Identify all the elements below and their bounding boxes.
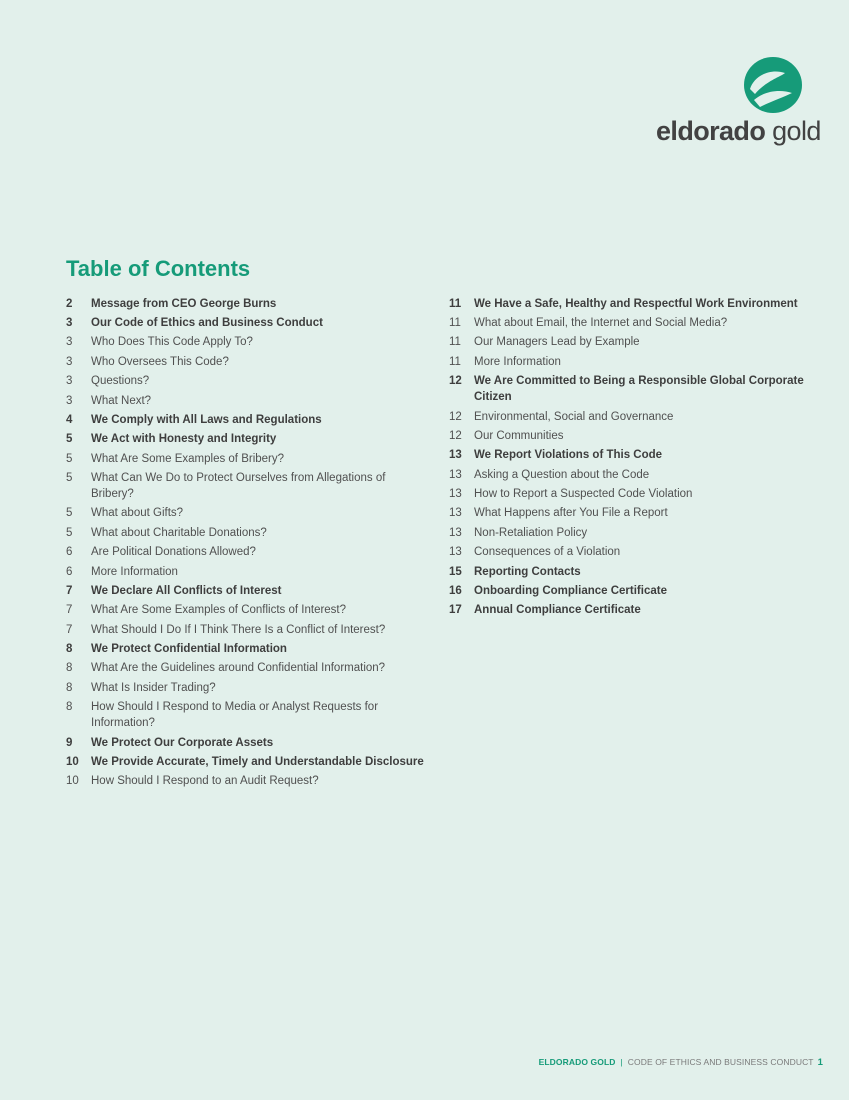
toc-page-number: 7	[66, 623, 73, 636]
toc-entry-title: More Information	[474, 355, 561, 368]
toc-page-number: 5	[66, 472, 73, 485]
toc-entry-title: What Next?	[91, 394, 152, 407]
toc-subsection-entry[interactable]	[66, 352, 426, 371]
footer-brand: ELDORADO GOLD	[538, 1057, 616, 1067]
toc-page-number: 9	[66, 736, 73, 749]
toc-subsection-entry[interactable]	[66, 698, 426, 733]
toc-subsection-entry[interactable]	[66, 659, 426, 678]
toc-section-entry[interactable]	[449, 294, 809, 313]
toc-page-number: 17	[449, 604, 462, 617]
toc-section-entry[interactable]	[66, 639, 426, 658]
toc-subsection-entry[interactable]	[449, 484, 809, 503]
toc-page-number: 7	[66, 604, 73, 617]
toc-page-number: 8	[66, 662, 73, 675]
toc-page-number: 15	[449, 565, 462, 578]
page-footer	[539, 1057, 823, 1068]
company-logo	[652, 56, 822, 151]
toc-page-number: 7	[66, 584, 73, 597]
toc-entry-title: What Happens after You File a Report	[474, 507, 668, 520]
toc-entry-title: We Act with Honesty and Integrity	[91, 433, 277, 446]
toc-entry-title: We Declare All Conflicts of Interest	[91, 584, 282, 597]
footer-separator: |	[620, 1057, 623, 1067]
toc-section-entry[interactable]	[66, 581, 426, 600]
toc-page-number: 10	[66, 755, 79, 768]
toc-page-number: 12	[449, 375, 462, 388]
toc-subsection-entry[interactable]	[66, 772, 426, 791]
toc-page-number: 13	[449, 526, 462, 539]
toc-subsection-entry[interactable]	[66, 601, 426, 620]
toc-subsection-entry[interactable]	[66, 562, 426, 581]
toc-section-entry[interactable]	[449, 601, 809, 620]
toc-section-entry[interactable]	[449, 372, 809, 407]
toc-page-number: 11	[449, 355, 461, 368]
toc-section-entry[interactable]	[66, 752, 426, 771]
toc-section-entry[interactable]	[66, 410, 426, 429]
logo-brand-bold: eldorado	[656, 116, 766, 146]
toc-section-entry[interactable]	[66, 430, 426, 449]
toc-entry-title: What Are Some Examples of Conflicts of Interest?	[91, 604, 347, 617]
toc-page-number: 11	[449, 317, 461, 330]
toc-entry-title: Onboarding Compliance Certificate	[474, 584, 667, 597]
toc-subsection-entry[interactable]	[66, 678, 426, 697]
toc-section-entry[interactable]	[449, 562, 809, 581]
toc-page-number: 10	[66, 775, 79, 788]
toc-page-number: 5	[66, 452, 73, 465]
toc-subsection-entry[interactable]	[449, 352, 809, 371]
toc-subsection-entry[interactable]	[66, 523, 426, 542]
toc-entry-title: Environmental, Social and Governance	[474, 410, 674, 423]
toc-title: Table of Contents	[66, 256, 251, 281]
toc-entry-title: Our Communities	[474, 429, 564, 442]
toc-page-number: 3	[66, 317, 73, 330]
toc-entry-title: We Have a Safe, Healthy and Respectful Work Environment	[474, 297, 798, 310]
toc-page-number: 8	[66, 643, 73, 656]
toc-page-number: 4	[66, 413, 73, 426]
toc-page-number: 12	[449, 410, 462, 423]
logo-brand-light: gold	[765, 116, 821, 146]
toc-subsection-entry[interactable]	[66, 391, 426, 410]
toc-entry-title: What about Email, the Internet and Social Media?	[474, 317, 728, 330]
toc-entry-title: Annual Compliance Certificate	[474, 604, 641, 617]
toc-entry-title: We Provide Accurate, Timely and Understandable Disclosure	[91, 755, 424, 768]
toc-subsection-entry[interactable]	[449, 333, 809, 352]
toc-subsection-entry[interactable]	[449, 426, 809, 445]
toc-page-number: 16	[449, 584, 462, 597]
toc-entry-title: What Should I Do If I Think There Is a Conflict of Interest?	[91, 623, 386, 636]
toc-entry-title: How Should I Respond to an Audit Request?	[91, 775, 319, 788]
toc-entry-title: We Are Committed to Being a Responsible Global Corporate Citizen	[474, 375, 804, 404]
toc-entry-title: What Are Some Examples of Bribery?	[91, 452, 285, 465]
toc-page-number: 13	[449, 468, 462, 481]
toc-entry-title: Asking a Question about the Code	[474, 468, 650, 481]
toc-page-number: 11	[449, 336, 461, 349]
logo-wordmark	[656, 116, 821, 147]
toc-page-number: 5	[66, 507, 73, 520]
toc-entry-title: We Comply with All Laws and Regulations	[91, 413, 322, 426]
toc-page-number: 13	[449, 449, 462, 462]
toc-page-number: 3	[66, 336, 73, 349]
toc-page-number: 13	[449, 507, 462, 520]
toc-entry-title: How Should I Respond to Media or Analyst Requests for Information?	[91, 701, 379, 730]
toc-page-number: 5	[66, 526, 73, 539]
toc-page-number: 8	[66, 701, 73, 714]
toc-subsection-entry[interactable]	[66, 449, 426, 468]
toc-section-entry[interactable]	[66, 733, 426, 752]
toc-entry-title: Who Does This Code Apply To?	[91, 336, 253, 349]
toc-subsection-entry[interactable]	[66, 333, 426, 352]
toc-entry-title: We Protect Our Corporate Assets	[91, 736, 274, 749]
toc-entry-title: More Information	[91, 565, 178, 578]
toc-left-column	[66, 294, 426, 791]
toc-entry-title: Are Political Donations Allowed?	[91, 546, 256, 559]
toc-entry-title: What about Charitable Donations?	[91, 526, 267, 539]
toc-entry-title: Message from CEO George Burns	[91, 297, 277, 310]
toc-subsection-entry[interactable]	[66, 543, 426, 562]
toc-entry-title: Our Code of Ethics and Business Conduct	[91, 317, 323, 330]
toc-page-number: 2	[66, 297, 73, 310]
toc-subsection-entry[interactable]	[449, 523, 809, 542]
toc-page-number: 6	[66, 565, 73, 578]
footer-page-number: 1	[817, 1057, 823, 1068]
toc-right-column	[449, 294, 809, 620]
toc-entry-title: Our Managers Lead by Example	[474, 336, 640, 349]
toc-entry-title: Consequences of a Violation	[474, 546, 621, 559]
toc-page-number: 13	[449, 546, 462, 559]
toc-subsection-entry[interactable]	[66, 372, 426, 391]
toc-subsection-entry[interactable]	[66, 620, 426, 639]
toc-entry-title: Who Oversees This Code?	[91, 355, 229, 368]
toc-entry-title: How to Report a Suspected Code Violation	[474, 488, 693, 501]
toc-page-number: 3	[66, 375, 73, 388]
toc-page-number: 8	[66, 681, 73, 694]
toc-page-number: 6	[66, 546, 73, 559]
toc-subsection-entry[interactable]	[66, 468, 426, 503]
toc-page-number: 3	[66, 394, 73, 407]
toc-section-entry[interactable]	[449, 446, 809, 465]
toc-section-entry[interactable]	[66, 294, 426, 313]
toc-entry-title: Reporting Contacts	[474, 565, 581, 578]
toc-subsection-entry[interactable]	[449, 465, 809, 484]
footer-document-title: CODE OF ETHICS AND BUSINESS CONDUCT	[627, 1057, 814, 1067]
toc-subsection-entry[interactable]	[66, 504, 426, 523]
eldorado-swirl-logo-icon	[740, 56, 804, 116]
toc-entry-title: What about Gifts?	[91, 507, 184, 520]
toc-entry-title: We Protect Confidential Information	[91, 643, 287, 656]
toc-page-number: 12	[449, 429, 462, 442]
toc-subsection-entry[interactable]	[449, 313, 809, 332]
toc-subsection-entry[interactable]	[449, 407, 809, 426]
toc-entry-title: Questions?	[91, 375, 150, 388]
toc-entry-title: What Are the Guidelines around Confidential Information?	[91, 662, 386, 675]
toc-page-number: 11	[449, 297, 462, 310]
toc-entry-title: What Is Insider Trading?	[91, 681, 216, 694]
toc-entry-title: Non-Retaliation Policy	[474, 526, 588, 539]
toc-page-number: 5	[66, 433, 73, 446]
toc-subsection-entry[interactable]	[449, 504, 809, 523]
toc-page-number: 3	[66, 355, 73, 368]
toc-entry-title: We Report Violations of This Code	[474, 449, 663, 462]
toc-entry-title: What Can We Do to Protect Ourselves from Allegations of Bribery?	[91, 472, 386, 501]
toc-page-number: 13	[449, 488, 462, 501]
toc-subsection-entry[interactable]	[449, 543, 809, 562]
toc-section-entry[interactable]	[66, 313, 426, 332]
toc-section-entry[interactable]	[449, 581, 809, 600]
